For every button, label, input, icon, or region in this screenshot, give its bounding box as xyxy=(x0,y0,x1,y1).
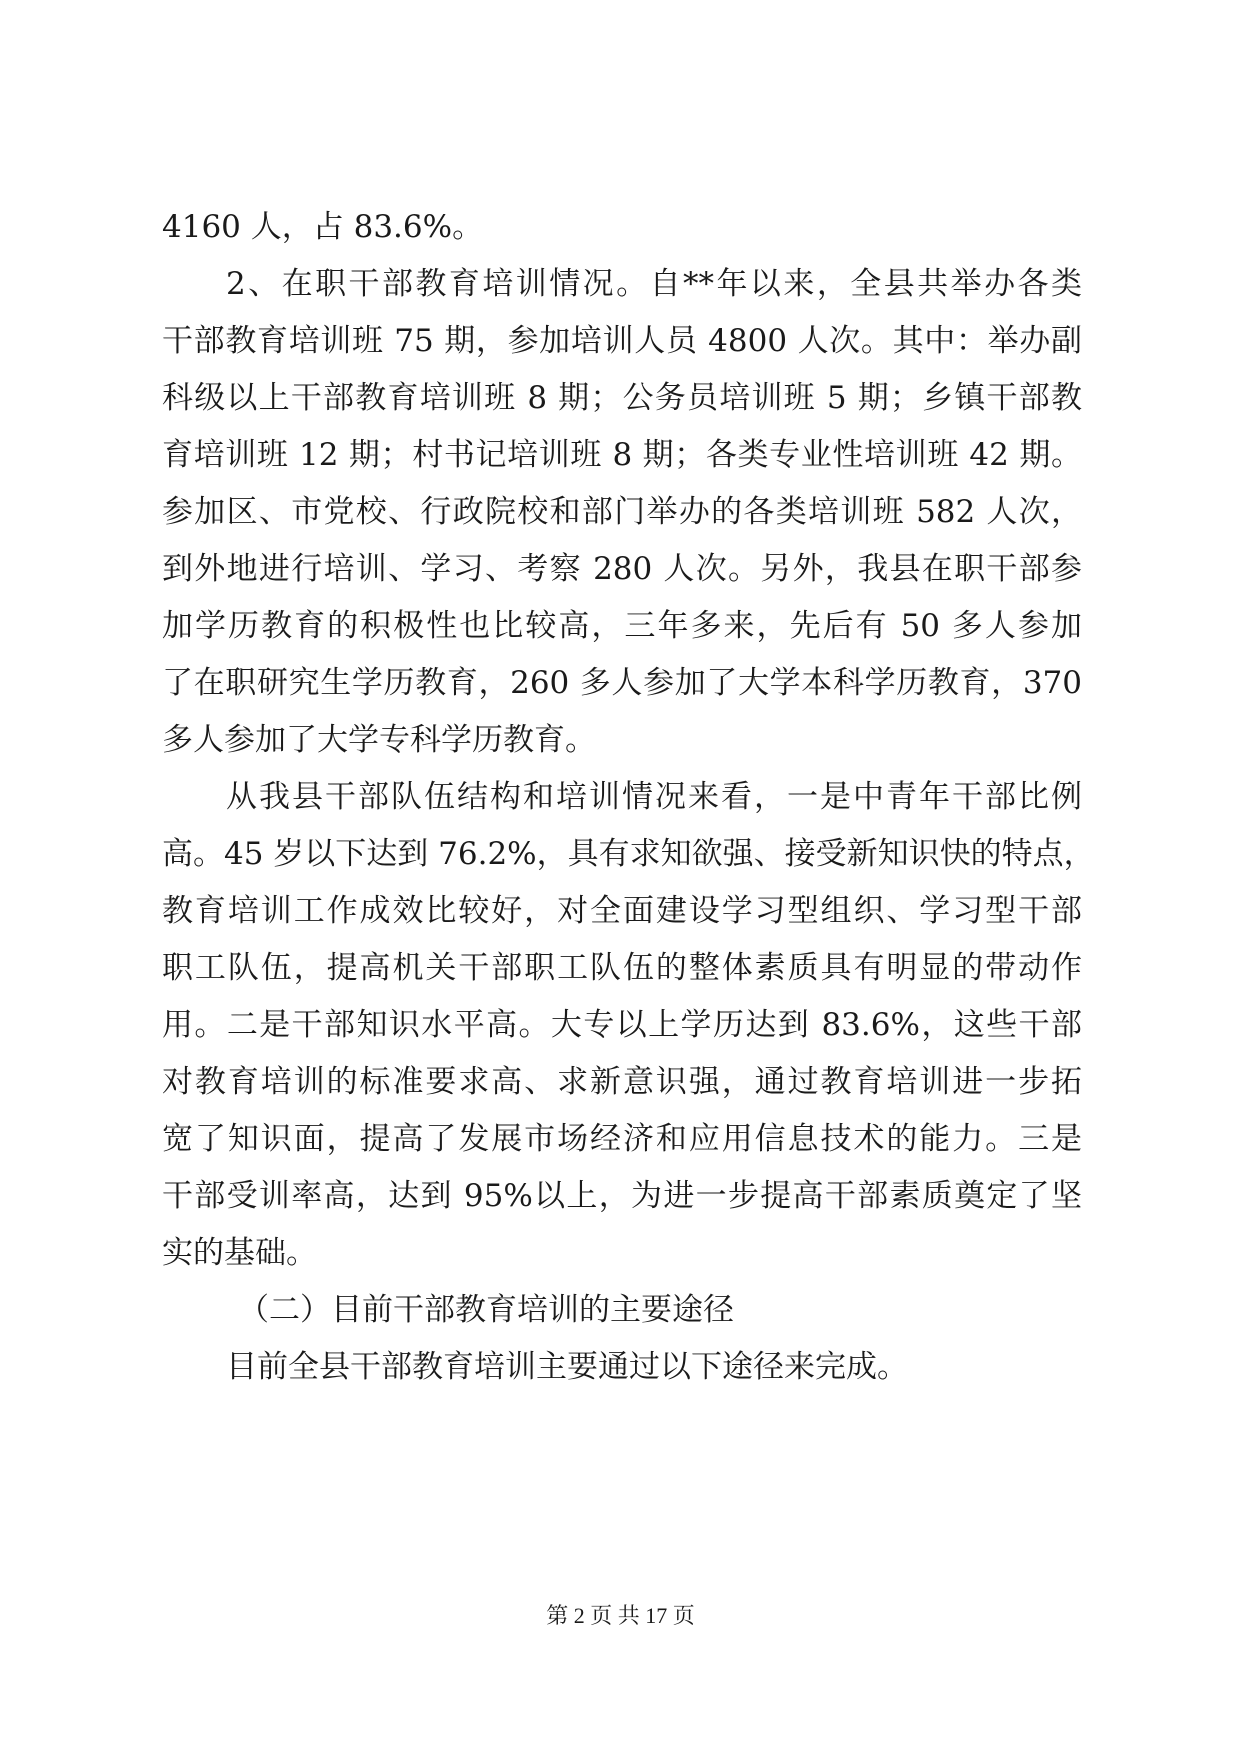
text-line: 职工队伍，提高机关干部职工队伍的整体素质具有明显的带动作 xyxy=(162,950,1082,986)
page-number-footer: 第 2 页 共 17 页 xyxy=(546,1603,695,1628)
text-line: 对教育培训的标准要求高、求新意识强，通过教育培训进一步拓 xyxy=(162,1064,1082,1100)
text-line: 多人参加了大学专科学历教育。 xyxy=(162,722,596,758)
text-line: 干部教育培训班 75 期，参加培训人员 4800 人次。其中：举办副 xyxy=(162,323,1082,359)
text-line: 2、在职干部教育培训情况。自**年以来，全县共举办各类 xyxy=(226,266,1082,302)
text-line: 加学历教育的积极性也比较高，三年多来，先后有 50 多人参加 xyxy=(162,608,1082,644)
text-line: 高。45 岁以下达到 76.2%，具有求知欲强、接受新知识快的特点， xyxy=(162,836,1095,872)
text-line: 教育培训工作成效比较好，对全面建设学习型组织、学习型干部 xyxy=(162,893,1082,929)
section-heading: （二）目前干部教育培训的主要途径 xyxy=(238,1292,734,1328)
text-line: 干部受训率高，达到 95%以上，为进一步提高干部素质奠定了坚 xyxy=(162,1178,1082,1214)
text-line: 用。二是干部知识水平高。大专以上学历达到 83.6%，这些干部 xyxy=(162,1007,1082,1043)
text-line: 科级以上干部教育培训班 8 期；公务员培训班 5 期；乡镇干部教 xyxy=(162,380,1082,416)
text-line: 宽了知识面，提高了发展市场经济和应用信息技术的能力。三是 xyxy=(162,1121,1082,1157)
text-line: 参加区、市党校、行政院校和部门举办的各类培训班 582 人次， xyxy=(162,494,1082,530)
text-line: 了在职研究生学历教育，260 多人参加了大学本科学历教育，370 xyxy=(162,665,1082,701)
text-line: 从我县干部队伍结构和培训情况来看，一是中青年干部比例 xyxy=(226,779,1082,815)
text-line: 育培训班 12 期；村书记培训班 8 期；各类专业性培训班 42 期。 xyxy=(162,437,1082,473)
text-line: 实的基础。 xyxy=(162,1235,317,1271)
text-line: 到外地进行培训、学习、考察 280 人次。另外，我县在职干部参 xyxy=(162,551,1082,587)
text-line: 目前全县干部教育培训主要通过以下途径来完成。 xyxy=(226,1349,908,1385)
text-line: 4160 人，占 83.6%。 xyxy=(162,209,484,245)
